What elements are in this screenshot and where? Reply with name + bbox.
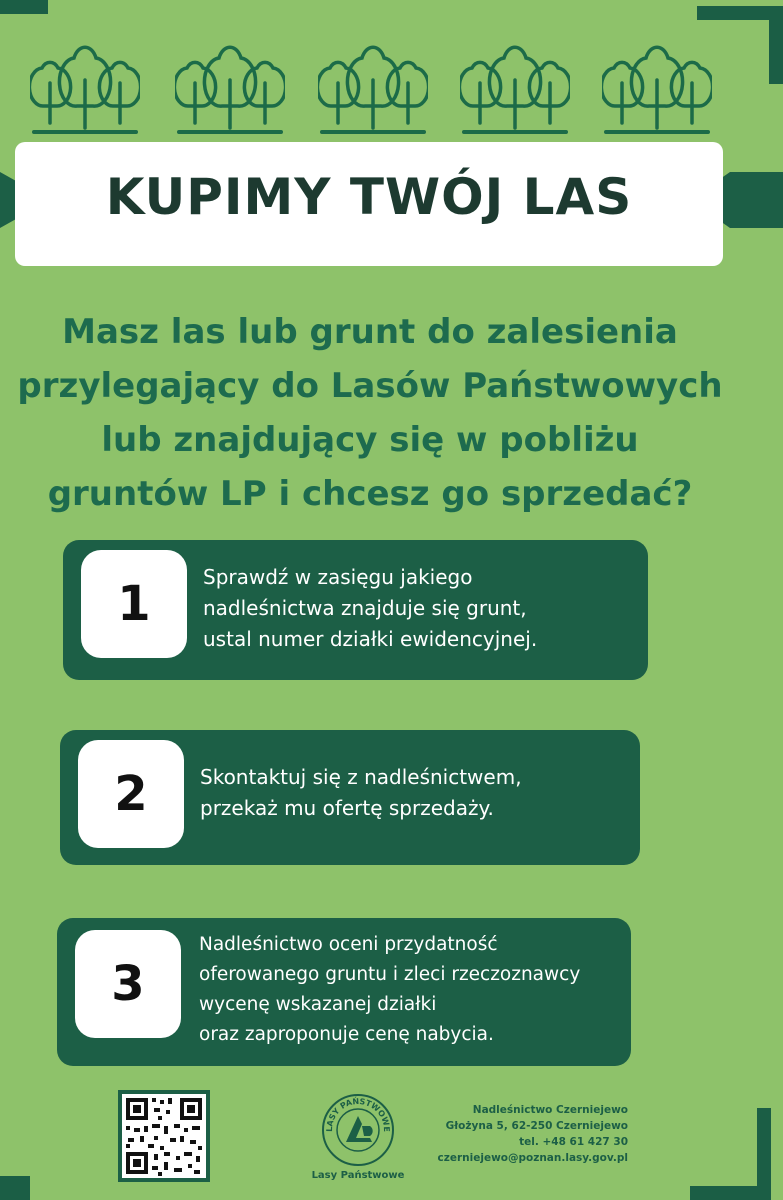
corner-bottom-right-h [690, 1186, 771, 1200]
question-line: przylegający do Lasów Państwowych [17, 366, 723, 406]
contact-address: Głożyna 5, 62-250 Czerniejewo [445, 1120, 628, 1132]
logo-ring-text: LASY PAŃSTWOWE [324, 1096, 392, 1132]
corner-bottom-left [0, 1176, 30, 1200]
step-line: wycenę wskazanej działki [199, 994, 437, 1015]
step-number: 2 [78, 740, 184, 848]
step-line: Sprawdź w zasięgu jakiego [203, 565, 473, 589]
contact-phone[interactable]: tel. +48 61 427 30 [519, 1136, 628, 1148]
tree-group-icon [318, 28, 428, 138]
title-banner [15, 142, 723, 266]
step-1-card [63, 540, 648, 680]
step-line: przekaż mu ofertę sprzedaży. [200, 796, 494, 820]
step-2-card [60, 730, 640, 865]
contact-name: Nadleśnictwo Czerniejewo [472, 1104, 628, 1116]
lp-logo-icon [318, 1090, 398, 1170]
qr-code-icon[interactable] [118, 1090, 210, 1182]
step-description [200, 762, 522, 824]
step-line: Nadleśnictwo oceni przydatność [199, 934, 498, 955]
step-line: oferowanego gruntu i zleci rzeczoznawcy [199, 964, 581, 985]
step-3-card [57, 918, 631, 1066]
contact-email[interactable]: czerniejewo@poznan.lasy.gov.pl [437, 1152, 628, 1164]
logo-caption: Lasy Państwowe [311, 1170, 405, 1181]
step-number: 1 [81, 550, 187, 658]
step-line: ustal numer działki ewidencyjnej. [203, 627, 538, 651]
step-line: nadleśnictwa znajduje się grunt, [203, 596, 527, 620]
tree-group-icon [460, 28, 570, 138]
question-line: gruntów LP i chcesz go sprzedać? [47, 474, 693, 514]
page-title: KUPIMY TWÓJ LAS [105, 168, 633, 226]
step-number: 3 [75, 930, 181, 1038]
question-line: Masz las lub grunt do zalesienia [62, 312, 678, 352]
question-line: lub znajdujący się w pobliżu [101, 420, 639, 460]
step-line: Skontaktuj się z nadleśnictwem, [200, 765, 522, 789]
corner-top-left [0, 0, 48, 14]
step-description [203, 562, 537, 655]
question-heading [0, 305, 740, 521]
tree-group-icon [30, 28, 140, 138]
corner-top-right-v [769, 6, 783, 84]
tree-group-icon [602, 28, 712, 138]
step-description [199, 930, 580, 1050]
contact-info [438, 1102, 628, 1166]
tree-group-icon [175, 28, 285, 138]
trees-decoration [30, 28, 720, 140]
step-line: oraz zaproponuje cenę nabycia. [199, 1024, 494, 1045]
